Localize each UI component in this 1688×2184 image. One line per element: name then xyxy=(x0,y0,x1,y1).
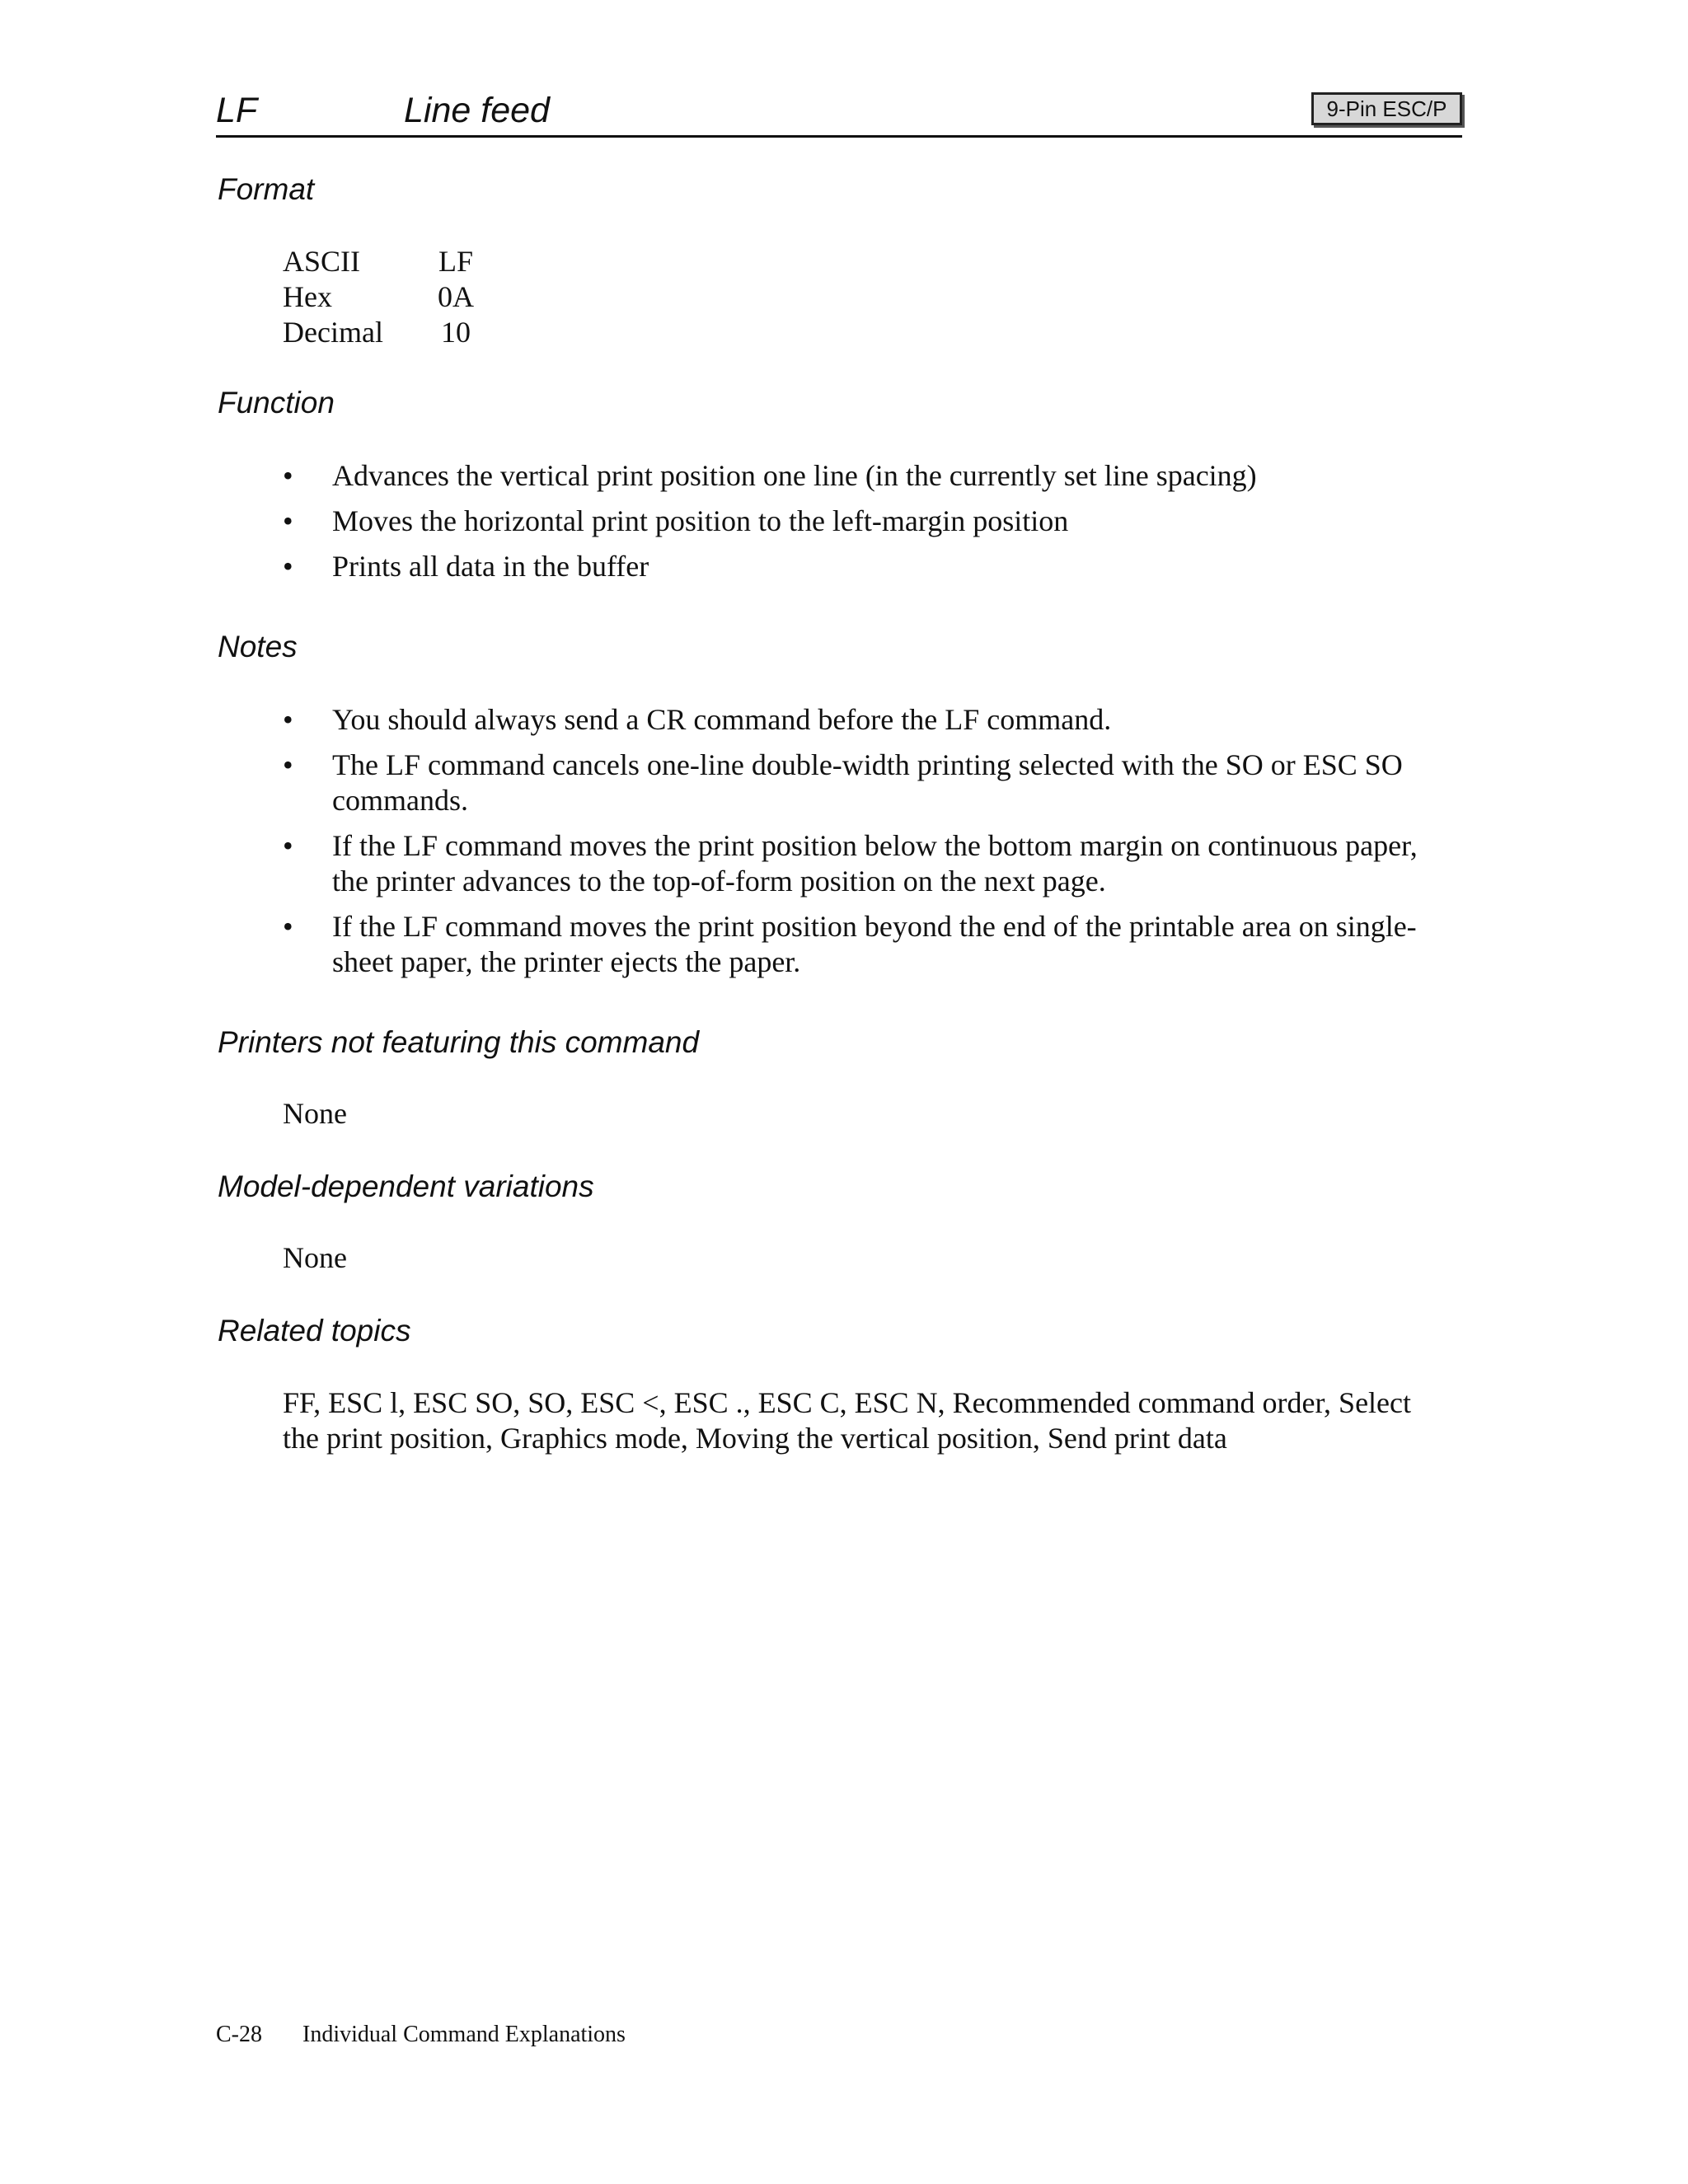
list-item xyxy=(283,702,1453,738)
notes-heading: Notes xyxy=(218,630,298,663)
function-item-text: Prints all data in the buffer xyxy=(332,550,649,583)
bullet-icon: • xyxy=(283,910,293,943)
model-variations-heading: Model-dependent variations xyxy=(218,1169,594,1203)
page-header xyxy=(216,89,1462,138)
bullet-icon: • xyxy=(283,504,293,537)
list-item xyxy=(283,504,1453,539)
printer-type-badge: 9-Pin ESC/P xyxy=(1311,92,1462,125)
format-heading: Format xyxy=(218,172,315,206)
format-value: LF xyxy=(438,245,473,278)
function-heading: Function xyxy=(218,386,335,419)
list-item xyxy=(283,909,1453,980)
function-item-text: Advances the vertical print position one line (in the currently set line spacing) xyxy=(332,459,1257,492)
model-variations-text: None xyxy=(283,1241,347,1274)
list-item xyxy=(283,748,1453,818)
related-topics-heading: Related topics xyxy=(218,1314,411,1347)
printers-not-featuring-text: None xyxy=(283,1097,347,1130)
function-list xyxy=(283,458,1453,594)
command-title: Line feed xyxy=(404,91,550,130)
page-footer xyxy=(216,2021,626,2049)
format-row-ascii xyxy=(283,244,489,279)
bullet-icon: • xyxy=(283,550,293,583)
related-topics-text: FF, ESC l, ESC SO, SO, ESC <, ESC ., ESC C, ESC N, Recommended command order, Select the print position, Graphics mode, Moving the vertical position, Send print data xyxy=(283,1386,1412,1455)
footer-section-title: Individual Command Explanations xyxy=(302,2022,626,2047)
bullet-icon: • xyxy=(283,748,293,781)
bullet-icon: • xyxy=(283,459,293,492)
format-label: ASCII xyxy=(283,245,361,278)
format-row-decimal xyxy=(283,315,489,350)
notes-list xyxy=(283,702,1453,990)
bullet-icon: • xyxy=(283,829,293,862)
note-item-text: You should always send a CR command before the LF command. xyxy=(332,703,1112,736)
note-item-text: If the LF command moves the print position below the bottom margin on continuous paper, the printer advances to the top-of-form position on the next page. xyxy=(332,829,1418,898)
format-value: 0A xyxy=(438,280,474,313)
format-label: Hex xyxy=(283,280,332,313)
note-item-text: The LF command cancels one-line double-width printing selected with the SO or ESC SO commands. xyxy=(332,748,1403,817)
command-name: LF xyxy=(216,91,258,130)
list-item xyxy=(283,549,1453,584)
list-item xyxy=(283,458,1453,494)
format-row-hex xyxy=(283,279,489,315)
format-table xyxy=(283,244,489,350)
list-item xyxy=(283,828,1453,899)
note-item-text: If the LF command moves the print position beyond the end of the printable area on single-sheet paper, the printer ejects the paper. xyxy=(332,910,1417,978)
function-item-text: Moves the horizontal print position to the left-margin position xyxy=(332,504,1069,537)
printers-not-featuring-heading: Printers not featuring this command xyxy=(218,1025,700,1059)
format-value: 10 xyxy=(441,316,471,349)
bullet-icon: • xyxy=(283,703,293,736)
page-number: C-28 xyxy=(216,2022,262,2047)
format-label: Decimal xyxy=(283,316,383,349)
